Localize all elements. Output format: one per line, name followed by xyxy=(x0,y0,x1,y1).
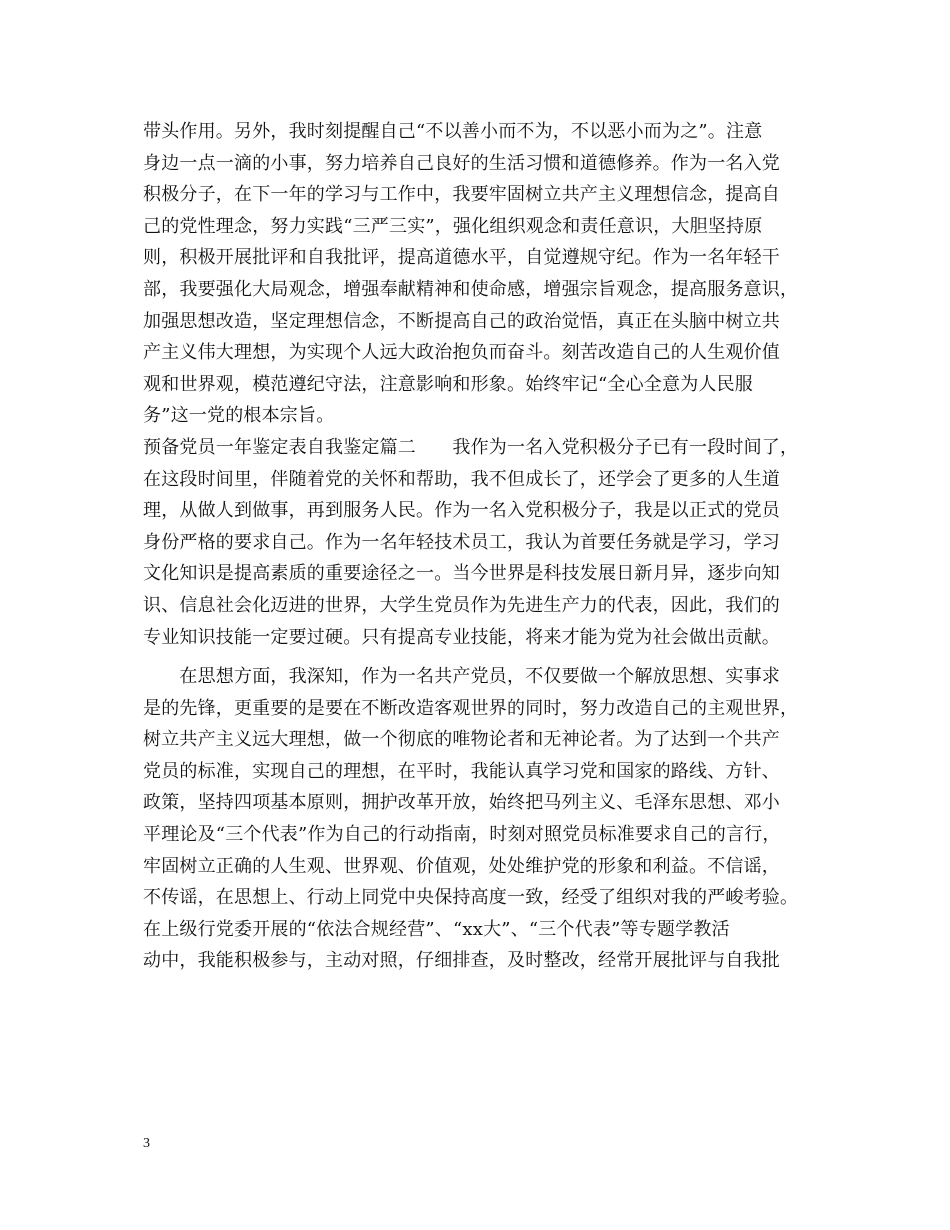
paragraph-first-line: 在思想方面，我深知，作为一名共产党员，不仅要做一个解放思想、实事求 xyxy=(143,666,780,688)
text-line: 产主义伟大理想，为实现个人远大政治抱负而奋斗。刻苦改造自己的人生观价值 xyxy=(143,342,780,364)
text-line: 识、信息社会化迈进的世界，大学生党员作为先进生产力的代表，因此，我们的 xyxy=(143,594,780,616)
text-line: 加强思想改造，坚定理想信念，不断提高自己的政治觉悟，真正在头脑中树立共 xyxy=(143,310,780,332)
body-text xyxy=(143,116,823,977)
text-line: 平理论及“三个代表”作为自己的行动指南，时刻对照党员标准要求自己的言行， xyxy=(143,824,781,846)
text-line: 是的先锋，更重要的是要在不断改造客观世界的同时，努力改造自己的主观世界， xyxy=(143,697,799,719)
text-line: 身份严格的要求自己。作为一名年轻技术员工，我认为首要任务就是学习，学习 xyxy=(143,531,780,553)
text-line: 树立共产主义远大理想，做一个彻底的唯物论者和无神论者。为了达到一个共产 xyxy=(143,729,780,751)
text-line: 则，积极开展批评和自我批评，提高道德水平，自觉遵规守纪。作为一名年轻干 xyxy=(143,247,780,269)
text-line: 文化知识是提高素质的重要途径之一。当今世界是科技发展日新月异，逐步向知 xyxy=(143,563,780,585)
text-line: 观和世界观，模范遵纪守法，注意影响和形象。始终牢记“全心全意为人民服 xyxy=(143,373,753,395)
text-line: 务”这一党的根本宗旨。 xyxy=(143,405,335,427)
page-number: 3 xyxy=(143,1136,150,1151)
text-line: 积极分子，在下一年的学习与工作中，我要牢固树立共产主义理想信念，提高自 xyxy=(143,184,780,206)
section-heading-line: 预备党员一年鉴定表自我鉴定篇二 我作为一名入党积极分子已有一段时间了， xyxy=(143,436,799,458)
text-line: 带头作用。另外，我时刻提醒自己“不以善小而不为，不以恶小而为之”。注意 xyxy=(143,121,763,142)
text-line: 专业知识技能一定要过硬。只有提高专业技能，将来才能为党为社会做出贡献。 xyxy=(143,626,780,648)
text-line: 政策，坚持四项基本原则，拥护改革开放，始终把马列主义、毛泽东思想、邓小 xyxy=(143,792,780,814)
text-line: 部，我要强化大局观念，增强奉献精神和使命感，增强宗旨观念，提高服务意识， xyxy=(143,278,799,300)
text-line: 理，从做人到做事，再到服务人民。作为一名入党积极分子，我是以正式的党员 xyxy=(143,500,780,522)
text-line: 牢固树立正确的人生观、世界观、价值观，处处维护党的形象和利益。不信谣， xyxy=(143,855,780,877)
text-line: 身边一点一滴的小事，努力培养自己良好的生活习惯和道德修养。作为一名入党 xyxy=(143,152,780,174)
text-line: 己的党性理念，努力实践“三严三实”，强化组织观念和责任意识，大胆坚持原 xyxy=(143,215,763,237)
text-line: 不传谣，在思想上、行动上同党中央保持高度一致，经受了组织对我的严峻考验。 xyxy=(143,887,799,909)
text-line: 动中，我能积极参与，主动对照，仔细排查，及时整改，经常开展批评与自我批 xyxy=(143,950,780,972)
text-line: 在这段时间里，伴随着党的关怀和帮助，我不但成长了，还学会了更多的人生道 xyxy=(143,468,780,490)
text-line: 党员的标准，实现自己的理想，在平时，我能认真学习党和国家的路线、方针、 xyxy=(143,760,780,782)
text-line: 在上级行党委开展的“依法合规经营”、“xx大”、“三个代表”等专题学教活 xyxy=(143,918,730,940)
